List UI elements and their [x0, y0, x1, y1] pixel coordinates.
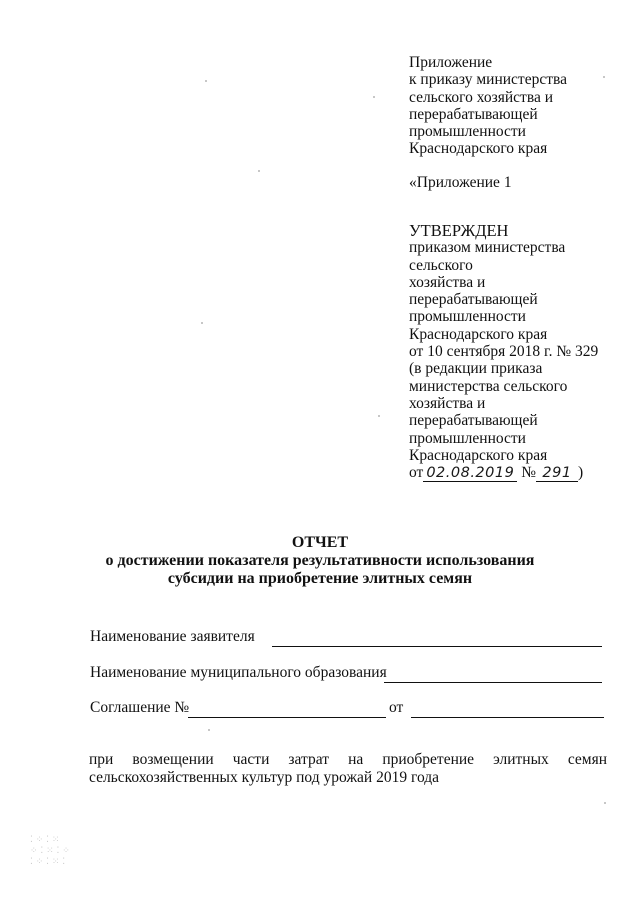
body-line-1	[89, 751, 607, 769]
body-word: приобретение	[382, 751, 475, 768]
appendix-line: перерабатывающей	[409, 105, 538, 123]
agreement-label: Соглашение №	[90, 699, 190, 716]
report-title-block	[0, 534, 640, 588]
scan-speck	[205, 80, 207, 82]
body-word: возмещении	[132, 751, 214, 768]
scan-speck	[258, 170, 260, 172]
body-line-2: сельскохозяйственных культур под урожай 2019 года	[89, 769, 440, 786]
body-word: семян	[567, 751, 607, 768]
approval-line: промышленности	[409, 429, 526, 447]
approval-line: сельского	[409, 256, 473, 274]
approval-heading: УТВЕРЖДЕН	[409, 221, 509, 240]
body-word: элитных	[493, 751, 549, 768]
appendix-subtitle: «Приложение 1	[409, 174, 512, 191]
body-paragraph	[89, 751, 607, 787]
scan-smudge: ⁚ ⁘ ⁚ ⁙ ⁘ ⁚ ⁙ ⁚ ⁘ ⁚ ⁘ ⁚ ⁙ ⁚	[30, 835, 70, 867]
appendix-line: сельского хозяйства и	[409, 88, 553, 106]
appendix-line: промышленности	[409, 123, 526, 141]
handwritten-number: 291	[536, 466, 578, 482]
date-prefix: от	[409, 464, 424, 482]
scan-speck	[378, 415, 380, 417]
scan-speck	[373, 96, 375, 98]
approval-line: хозяйства и	[409, 273, 486, 291]
appendix-line: Приложение	[409, 54, 493, 71]
approval-date-line	[409, 464, 609, 482]
appendix-line: Краснодарского края	[409, 140, 548, 158]
number-prefix: №	[521, 464, 536, 482]
body-word: затрат	[288, 751, 329, 768]
report-subtitle-2: субсидии на приобретение элитных семян	[167, 570, 473, 587]
appendix-block	[409, 54, 609, 158]
agreement-from-label: от	[389, 699, 404, 716]
agreement-date-field[interactable]	[411, 716, 604, 718]
approval-line: Краснодарского края	[409, 325, 548, 343]
approval-block	[409, 222, 609, 482]
scan-speck	[201, 322, 203, 324]
agreement-number-field[interactable]	[188, 716, 386, 718]
approval-line: перерабатывающей	[409, 412, 538, 430]
body-word: при	[89, 751, 114, 768]
scan-speck	[208, 729, 210, 731]
body-word: части	[232, 751, 270, 768]
approval-line: (в редакции приказа	[409, 360, 543, 378]
approval-line: хозяйства и	[409, 394, 486, 412]
approval-line: перерабатывающей	[409, 291, 538, 309]
body-word: на	[348, 751, 364, 768]
municipality-label: Наименование муниципального образования	[90, 664, 387, 681]
applicant-label: Наименование заявителя	[90, 628, 255, 645]
report-subtitle-1: о достижении показателя результативности использования	[105, 552, 535, 569]
applicant-field[interactable]	[272, 645, 602, 647]
handwritten-date: 02.08.2019	[423, 466, 517, 482]
report-title: ОТЧЕТ	[291, 534, 349, 551]
appendix-line: к приказу министерства	[409, 71, 567, 89]
approval-line: приказом министерства	[409, 239, 566, 257]
close-paren: )	[578, 464, 584, 482]
municipality-field[interactable]	[384, 681, 602, 683]
scan-speck	[603, 76, 605, 78]
approval-line: от 10 сентября 2018 г. № 329	[409, 343, 599, 361]
approval-line: Краснодарского края	[409, 446, 548, 464]
scan-speck	[604, 802, 606, 804]
approval-line: министерства сельского	[409, 377, 568, 395]
approval-line: промышленности	[409, 308, 526, 326]
